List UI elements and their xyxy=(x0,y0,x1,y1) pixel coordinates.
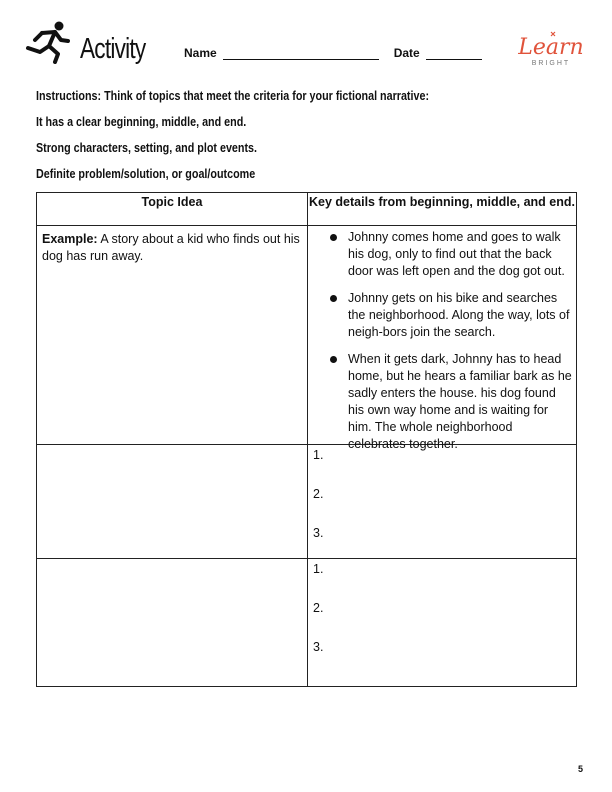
list-item: Johnny gets on his bike and searches the neighborhood. Along the way, lots of neigh-bors join the search. xyxy=(326,290,572,341)
row2-number-3: 3. xyxy=(313,640,324,654)
list-item: When it gets dark, Johnny has to head home, but he hears a familiar bark as he sadly enters the house. his dog found his own way home and is waiting for him. The whole neighborhood celebrates together. xyxy=(326,351,572,453)
example-text: A story about a kid who finds out his dog has run away. xyxy=(42,232,300,263)
learn-bright-logo xyxy=(515,30,587,72)
header-topic-idea: Topic Idea xyxy=(141,195,203,209)
name-date-line xyxy=(184,46,482,60)
list-item: Johnny comes home and goes to walk his dog, only to find out that the back door was left open and the dog got out. xyxy=(326,229,572,280)
page-title: Activity xyxy=(80,33,146,65)
running-person-icon xyxy=(20,20,72,64)
topic-table xyxy=(36,192,577,687)
row2-number-1: 1. xyxy=(313,562,324,576)
name-label: Name xyxy=(184,46,217,60)
logo-word: Learn xyxy=(518,35,584,60)
row1-number-1: 1. xyxy=(313,448,324,462)
header-key-details: Key details from beginning, middle, and end. xyxy=(308,195,575,209)
date-label: Date xyxy=(393,46,420,60)
row2-number-2: 2. xyxy=(313,601,324,615)
criterion-1: It has a clear beginning, middle, and end. xyxy=(36,115,247,129)
instructions-intro: Instructions: Think of topics that meet the criteria for your fictional narrative: xyxy=(36,89,430,103)
row1-number-2: 2. xyxy=(313,487,324,501)
topic-input-1[interactable] xyxy=(42,451,304,551)
date-field[interactable] xyxy=(426,47,482,60)
page-number: 5 xyxy=(578,764,584,774)
example-topic xyxy=(42,231,304,265)
example-details-list xyxy=(326,229,572,463)
criterion-2: Strong characters, setting, and plot events. xyxy=(36,141,258,155)
name-field[interactable] xyxy=(223,47,379,60)
logo-sub: BRIGHT xyxy=(531,60,571,67)
row1-number-3: 3. xyxy=(313,526,324,540)
topic-input-2[interactable] xyxy=(42,565,304,675)
example-label: Example: xyxy=(42,232,98,246)
criterion-3: Definite problem/solution, or goal/outcome xyxy=(36,167,256,181)
